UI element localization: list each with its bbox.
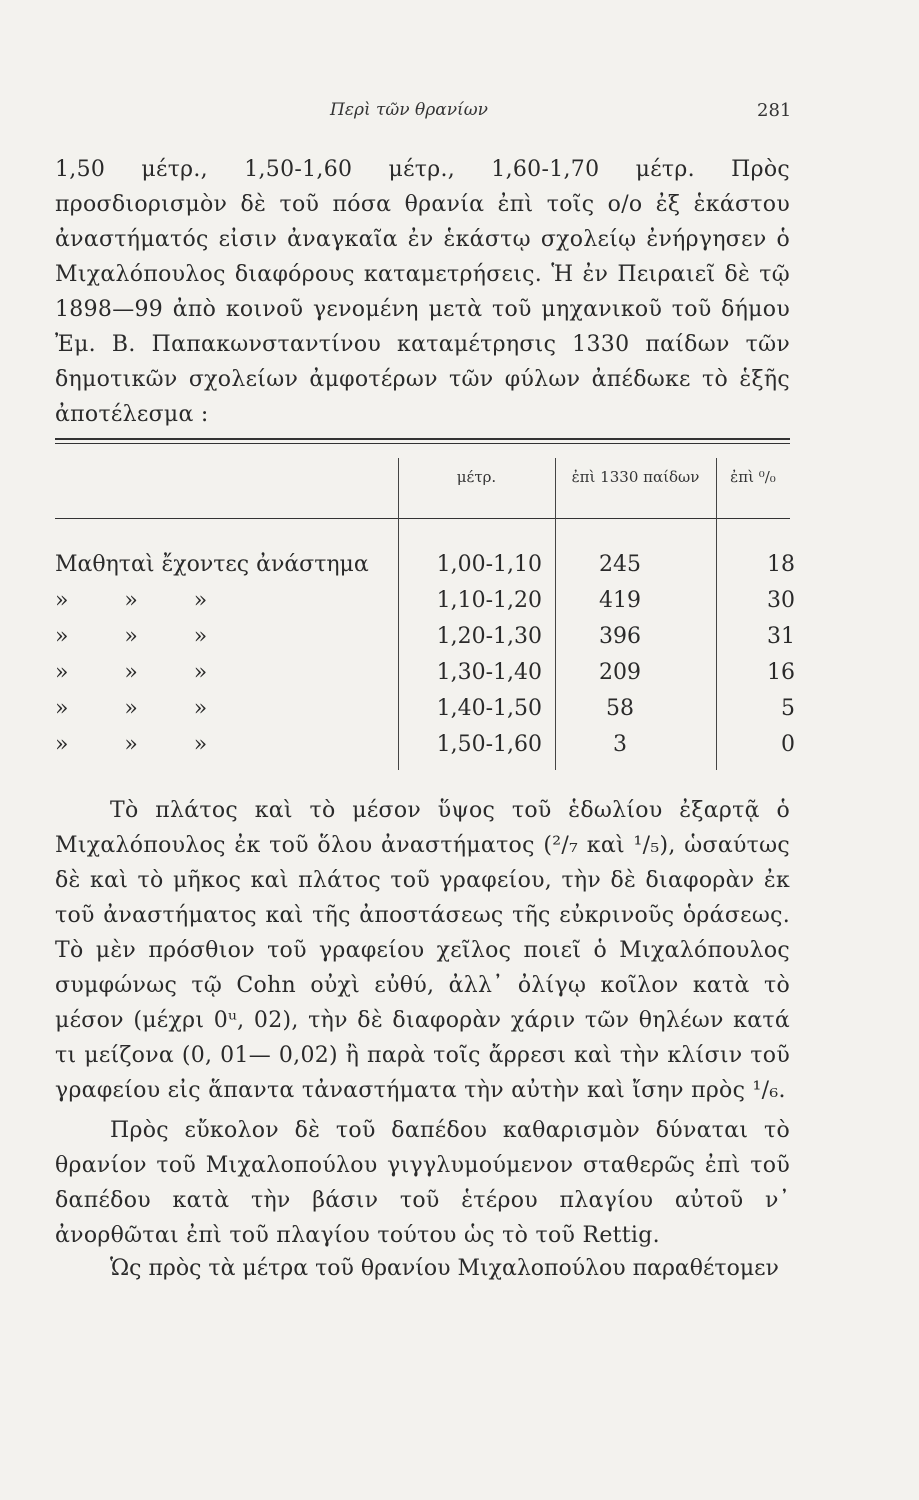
row-label: » » » [55, 660, 208, 685]
row-label: Μαθηταὶ ἔχοντες ἀνάστημα [55, 552, 369, 577]
table-row [55, 584, 795, 620]
table-top-rule-thin [55, 443, 790, 444]
table-header-percent: ἐπὶ ⁰/₀ [730, 468, 776, 486]
row-label: » » » [55, 732, 208, 757]
row-count: 209 [599, 660, 641, 685]
paragraph-measurements-intro: Ὡς πρὸς τὰ μέτρα τοῦ θρανίου Μιχαλοπούλου παραθέτομεν [110, 1256, 779, 1281]
table-row [55, 548, 795, 584]
table-header-meters: μέτρ. [456, 468, 497, 486]
paragraph-floor-cleaning: Πρὸς εὔκολον δὲ τοῦ δαπέδου καθαρισμὸν δύναται τὸ θρανίον τοῦ Μιχαλοπούλου γιγγλυμούμενον σταθερῶς ἐπὶ τοῦ δαπέδου κατὰ τὴν βάσιν τοῦ ἑτέρου πλαγίου αὐτοῦ ν᾽ ἀνορθῶται ἐπὶ τοῦ πλαγίου τούτου ὡς τὸ τοῦ Rettig. [55, 1118, 790, 1248]
row-label: » » » [55, 588, 208, 613]
row-range: 1,30-1,40 [436, 660, 542, 685]
paragraph-desk-dimensions: Τὸ πλάτος καὶ τὸ μέσον ὕψος τοῦ ἑδωλίου ἐξαρτᾷ ὁ Μιχαλόπουλος ἐκ τοῦ ὅλου ἀναστήματος (²/₇ καὶ ¹/₅), ὡσαύτως δὲ καὶ τὸ μῆκος καὶ πλάτος τοῦ γραφείου, τὴν δὲ διαφορὰν ἐκ τοῦ ἀναστήματος καὶ τῆς ἀποστάσεως τῆς εὐκρινοῦς ὁράσεως. Τὸ μὲν πρόσθιον τοῦ γραφείου χεῖλος ποιεῖ ὁ Μιχαλόπουλος συμφώνως τῷ Cohn οὐχὶ εὐθύ, ἀλλ᾽ ὀλίγῳ κοῖλον κατὰ τὸ μέσον (μέχρι 0ᵘ, 02), τὴν δὲ διαφορὰν χάριν τῶν θηλέων κατά τι μείζονα (0, 01— 0,02) ἢ παρὰ τοῖς ἄρρεσι καὶ τὴν κλίσιν τοῦ γραφείου εἰς ἅπαντα τἀναστήματα τὴν αὐτὴν καὶ ἴσην πρὸς ¹/₆. [55, 798, 790, 1103]
row-percent: 18 [767, 552, 795, 577]
row-count: 396 [599, 624, 641, 649]
row-range: 1,00-1,10 [436, 552, 542, 577]
row-percent: 31 [767, 624, 795, 649]
table-header-rule [55, 518, 790, 519]
table-header-count: ἐπὶ 1330 παίδων [571, 468, 700, 486]
row-percent: 30 [767, 588, 795, 613]
row-range: 1,20-1,30 [436, 624, 542, 649]
row-label: » » » [55, 624, 208, 649]
table-top-rule [55, 438, 790, 440]
running-head: Περὶ τῶν θρανίων [330, 100, 488, 120]
row-range: 1,10-1,20 [436, 588, 542, 613]
row-range: 1,40-1,50 [436, 696, 542, 721]
table-row [55, 620, 795, 656]
row-range: 1,50-1,60 [436, 732, 542, 757]
table-row [55, 692, 795, 728]
row-count: 3 [613, 732, 627, 757]
row-count: 58 [606, 696, 634, 721]
row-count: 245 [599, 552, 641, 577]
row-percent: 0 [781, 732, 795, 757]
row-count: 419 [599, 588, 641, 613]
table-row [55, 728, 795, 764]
row-percent: 5 [781, 696, 795, 721]
table-row [55, 656, 795, 692]
paragraph-intro: 1,50 μέτρ., 1,50-1,60 μέτρ., 1,60-1,70 μέτρ. Πρὸς προσδιορισμὸν δὲ τοῦ πόσα θρανία ἐπὶ τοῖς ο/ο ἐξ ἑκάστου ἀναστήματός εἰσιν ἀναγκαῖα ἐν ἑκάστῳ σχολείῳ ἐνήργησεν ὁ Μιχαλόπουλος διαφόρους καταμετρήσεις. Ἡ ἐν Πειραιεῖ δὲ τῷ 1898—99 ἀπὸ κοινοῦ γενομένη μετὰ τοῦ μηχανικοῦ τοῦ δήμου Ἐμ. Β. Παπακωνσταντίνου καταμέτρησις 1330 παίδων τῶν δημοτικῶν σχολείων ἀμφοτέρων τῶν φύλων ἀπέδωκε τὸ ἑξῆς ἀποτέλεσμα : [55, 157, 790, 427]
row-label: » » » [55, 696, 208, 721]
row-percent: 16 [767, 660, 795, 685]
page-number: 281 [757, 100, 792, 121]
